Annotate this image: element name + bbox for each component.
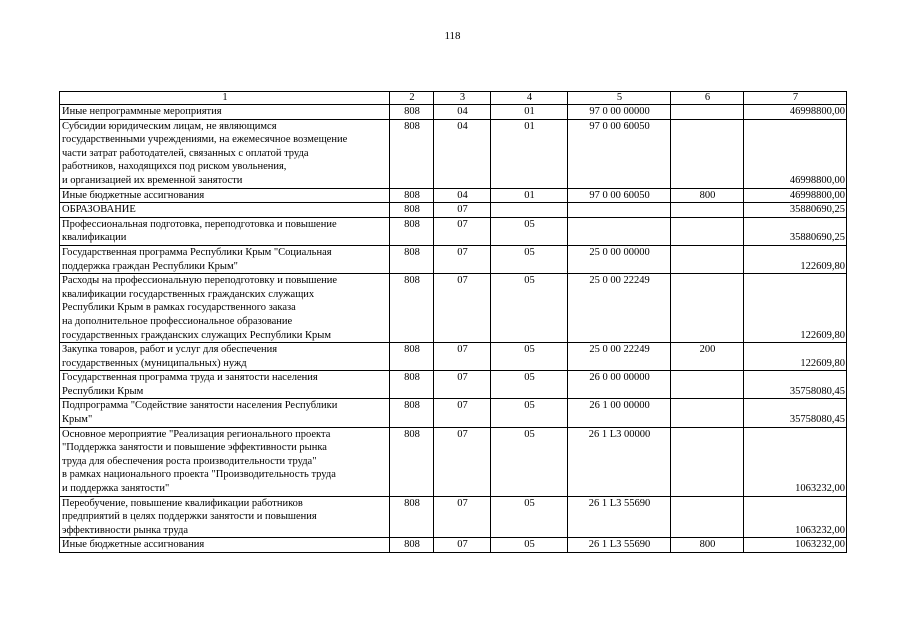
- row-title-line: и поддержка занятости": [62, 483, 170, 495]
- amount: 1063232,00: [744, 538, 847, 553]
- header-cell-1: 1: [60, 92, 390, 105]
- table-row: [60, 427, 847, 496]
- expense-type-code: [671, 427, 744, 496]
- admin-code: 808: [390, 343, 434, 371]
- target-article-code: 97 0 00 60050: [568, 188, 671, 203]
- amount: 35758080,45: [744, 371, 847, 399]
- admin-code: 808: [390, 119, 434, 188]
- header-cell-7: 7: [744, 92, 847, 105]
- budget-table: [59, 91, 847, 553]
- row-title-line: эффективности рынка труда: [62, 524, 188, 536]
- page-number: 118: [444, 30, 461, 42]
- table-row: [60, 274, 847, 343]
- table-row: [60, 105, 847, 120]
- row-title-line: на дополнительное профессиональное образование: [62, 315, 293, 327]
- row-title: [60, 245, 390, 273]
- row-title-line: Иные непрограммные мероприятия: [62, 106, 222, 117]
- subsection-code: 05: [491, 217, 568, 245]
- row-title: [60, 105, 390, 120]
- target-article-code: 25 0 00 00000: [568, 245, 671, 273]
- expense-type-code: [671, 203, 744, 218]
- expense-type-code: [671, 245, 744, 273]
- subsection-code: 05: [491, 538, 568, 553]
- admin-code: 808: [390, 105, 434, 120]
- row-title: [60, 119, 390, 188]
- amount: 46998800,00: [744, 119, 847, 188]
- table-row: [60, 203, 847, 218]
- table-row: [60, 188, 847, 203]
- table-row: [60, 399, 847, 427]
- subsection-code: 01: [491, 105, 568, 120]
- header-cell-3: 3: [434, 92, 491, 105]
- row-title-line: Расходы на профессиональную переподготовку и повышение: [62, 275, 338, 287]
- section-code: 04: [434, 119, 491, 188]
- subsection-code: [491, 203, 568, 218]
- row-title-line: государственных гражданских служащих Республики Крым: [62, 329, 332, 341]
- target-article-code: 26 1 L3 55690: [568, 538, 671, 553]
- expense-type-code: [671, 119, 744, 188]
- row-title-line: Государственная программа труда и занятости населения: [62, 372, 318, 384]
- amount: 122609,80: [744, 343, 847, 371]
- target-article-code: 26 1 L3 55690: [568, 496, 671, 538]
- row-title-line: Республики Крым: [62, 385, 144, 397]
- amount: 46998800,00: [744, 105, 847, 120]
- row-title: [60, 188, 390, 203]
- row-title-line: Республики Крым в рамках государственного заказа: [62, 302, 296, 314]
- target-article-code: 97 0 00 00000: [568, 105, 671, 120]
- subsection-code: 05: [491, 274, 568, 343]
- target-article-code: 25 0 00 22249: [568, 274, 671, 343]
- table-row: [60, 371, 847, 399]
- admin-code: 808: [390, 203, 434, 218]
- admin-code: 808: [390, 274, 434, 343]
- amount: 122609,80: [744, 245, 847, 273]
- row-title-line: ОБРАЗОВАНИЕ: [62, 204, 136, 216]
- amount: 1063232,00: [744, 496, 847, 538]
- subsection-code: 05: [491, 427, 568, 496]
- amount: 35758080,45: [744, 399, 847, 427]
- row-title: [60, 371, 390, 399]
- admin-code: 808: [390, 427, 434, 496]
- amount: 122609,80: [744, 274, 847, 343]
- section-code: 07: [434, 343, 491, 371]
- admin-code: 808: [390, 245, 434, 273]
- section-code: 07: [434, 245, 491, 273]
- subsection-code: 05: [491, 496, 568, 538]
- table-row: [60, 245, 847, 273]
- header-cell-6: 6: [671, 92, 744, 105]
- row-title: [60, 427, 390, 496]
- row-title-line: части затрат работодателей, связанных с оплатой труда: [62, 147, 309, 159]
- header-cell-5: 5: [568, 92, 671, 105]
- amount: 1063232,00: [744, 427, 847, 496]
- row-title-line: и организацией их временной занятости: [62, 174, 243, 186]
- target-article-code: 26 1 00 00000: [568, 399, 671, 427]
- row-title-line: Основное мероприятие "Реализация регионального проекта: [62, 428, 331, 440]
- subsection-code: 05: [491, 399, 568, 427]
- target-article-code: 26 0 00 00000: [568, 371, 671, 399]
- row-title: [60, 538, 390, 553]
- row-title-line: поддержка граждан Республики Крым": [62, 260, 238, 272]
- header-cell-2: 2: [390, 92, 434, 105]
- table-row: [60, 496, 847, 538]
- row-title-line: труда для обеспечения роста производительности труда": [62, 455, 317, 467]
- expense-type-code: 200: [671, 343, 744, 371]
- section-code: 07: [434, 399, 491, 427]
- row-title-line: "Поддержка занятости и повышение эффективности рынка: [62, 442, 327, 454]
- amount: 35880690,25: [744, 217, 847, 245]
- subsection-code: 05: [491, 371, 568, 399]
- row-title-line: квалификации: [62, 232, 127, 244]
- subsection-code: 01: [491, 119, 568, 188]
- row-title: [60, 496, 390, 538]
- admin-code: 808: [390, 371, 434, 399]
- section-code: 07: [434, 371, 491, 399]
- section-code: 07: [434, 496, 491, 538]
- header-cell-4: 4: [491, 92, 568, 105]
- section-code: 07: [434, 538, 491, 553]
- expense-type-code: [671, 274, 744, 343]
- row-title-line: Подпрограмма "Содействие занятости населения Республики: [62, 400, 338, 412]
- expense-type-code: [671, 217, 744, 245]
- expense-type-code: [671, 371, 744, 399]
- target-article-code: [568, 203, 671, 218]
- subsection-code: 05: [491, 245, 568, 273]
- row-title-line: Профессиональная подготовка, переподготовка и повышение: [62, 218, 337, 230]
- row-title-line: предприятий в целях поддержки занятости и повышения: [62, 511, 317, 523]
- row-title-line: Субсидии юридическим лицам, не являющимся: [62, 120, 277, 132]
- admin-code: 808: [390, 496, 434, 538]
- row-title-line: в рамках национального проекта "Производительность труда: [62, 469, 336, 481]
- expense-type-code: [671, 496, 744, 538]
- amount: 35880690,25: [744, 203, 847, 218]
- table-body: [60, 92, 847, 553]
- admin-code: 808: [390, 538, 434, 553]
- row-title: [60, 217, 390, 245]
- expense-type-code: 800: [671, 188, 744, 203]
- row-title: [60, 274, 390, 343]
- row-title-line: Государственная программа Республики Крым "Социальная: [62, 246, 332, 258]
- subsection-code: 05: [491, 343, 568, 371]
- section-code: 04: [434, 188, 491, 203]
- target-article-code: [568, 217, 671, 245]
- target-article-code: 25 0 00 22249: [568, 343, 671, 371]
- section-code: 07: [434, 203, 491, 218]
- row-title-line: государственных (муниципальных) нужд: [62, 357, 247, 369]
- admin-code: 808: [390, 188, 434, 203]
- expense-type-code: [671, 399, 744, 427]
- row-title-line: Иные бюджетные ассигнования: [62, 539, 205, 551]
- section-code: 07: [434, 274, 491, 343]
- target-article-code: 97 0 00 60050: [568, 119, 671, 188]
- table-row: [60, 343, 847, 371]
- table-row: [60, 217, 847, 245]
- expense-type-code: 800: [671, 538, 744, 553]
- row-title-line: Переобучение, повышение квалификации работников: [62, 497, 303, 509]
- target-article-code: 26 1 L3 00000: [568, 427, 671, 496]
- admin-code: 808: [390, 399, 434, 427]
- row-title-line: Иные бюджетные ассигнования: [62, 189, 205, 201]
- expense-type-code: [671, 105, 744, 120]
- table-row: [60, 119, 847, 188]
- row-title-line: Крым": [62, 414, 93, 426]
- header-row: [60, 92, 847, 105]
- row-title-line: квалификации государственных гражданских служащих: [62, 288, 315, 300]
- table-row: [60, 538, 847, 553]
- row-title-line: государственными учреждениями, на ежемесячное возмещение: [62, 134, 348, 146]
- row-title: [60, 399, 390, 427]
- row-title-line: Закупка товаров, работ и услуг для обеспечения: [62, 344, 278, 356]
- row-title-line: работников, находящихся под риском увольнения,: [62, 161, 287, 173]
- row-title: [60, 203, 390, 218]
- row-title: [60, 343, 390, 371]
- section-code: 04: [434, 105, 491, 120]
- section-code: 07: [434, 427, 491, 496]
- admin-code: 808: [390, 217, 434, 245]
- amount: 46998800,00: [744, 188, 847, 203]
- subsection-code: 01: [491, 188, 568, 203]
- section-code: 07: [434, 217, 491, 245]
